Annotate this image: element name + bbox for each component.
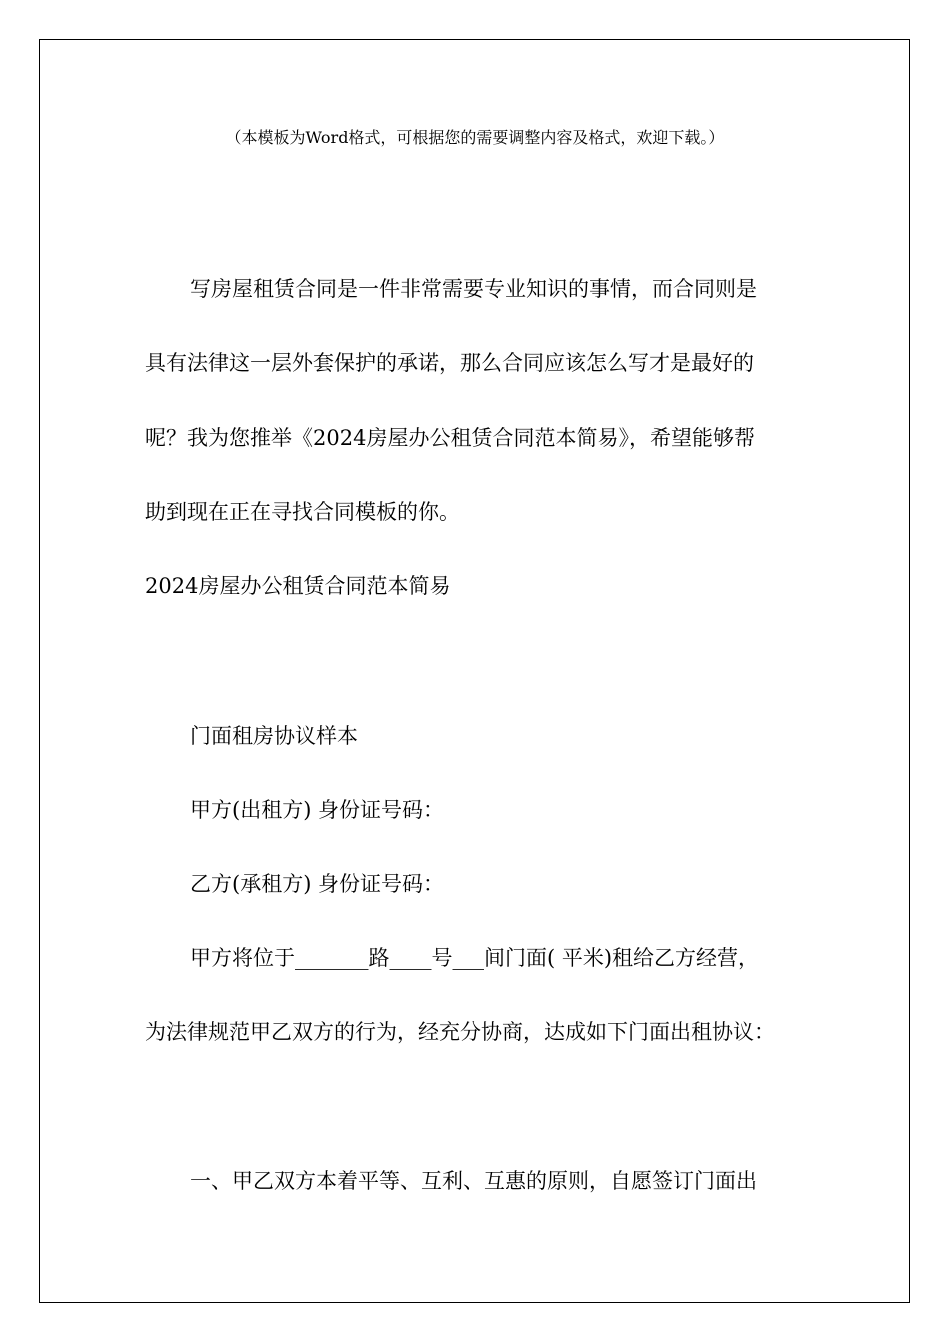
page-border (39, 39, 910, 1303)
party-b-line: 乙方(承租方) 身份证号码： (190, 872, 445, 896)
intro-line-3: 呢？我为您推举《2024房屋办公租赁合同范本简易》，希望能够帮 (145, 426, 755, 450)
location-line-1: 甲方将位于_______路____号___间门面( 平米)租给乙方经营， (190, 946, 760, 970)
party-a-line: 甲方(出租方) 身份证号码： (190, 798, 445, 822)
template-note: （本模板为Word格式，可根据您的需要调整内容及格式，欢迎下载。） (225, 128, 725, 147)
intro-line-2: 具有法律这一层外套保护的承诺，那么合同应该怎么写才是最好的 (145, 351, 754, 375)
intro-line-1: 写房屋租赁合同是一件非常需要专业知识的事情，而合同则是 (190, 277, 757, 301)
clause-one-line: 一、甲乙双方本着平等、互利、互惠的原则，自愿签订门面出 (190, 1169, 757, 1193)
intro-line-4: 助到现在正在寻找合同模板的你。 (145, 500, 460, 524)
document-title: 2024房屋办公租赁合同范本简易 (145, 574, 451, 598)
agreement-title: 门面租房协议样本 (190, 724, 358, 748)
location-line-2: 为法律规范甲乙双方的行为，经充分协商，达成如下门面出租协议： (145, 1020, 775, 1044)
